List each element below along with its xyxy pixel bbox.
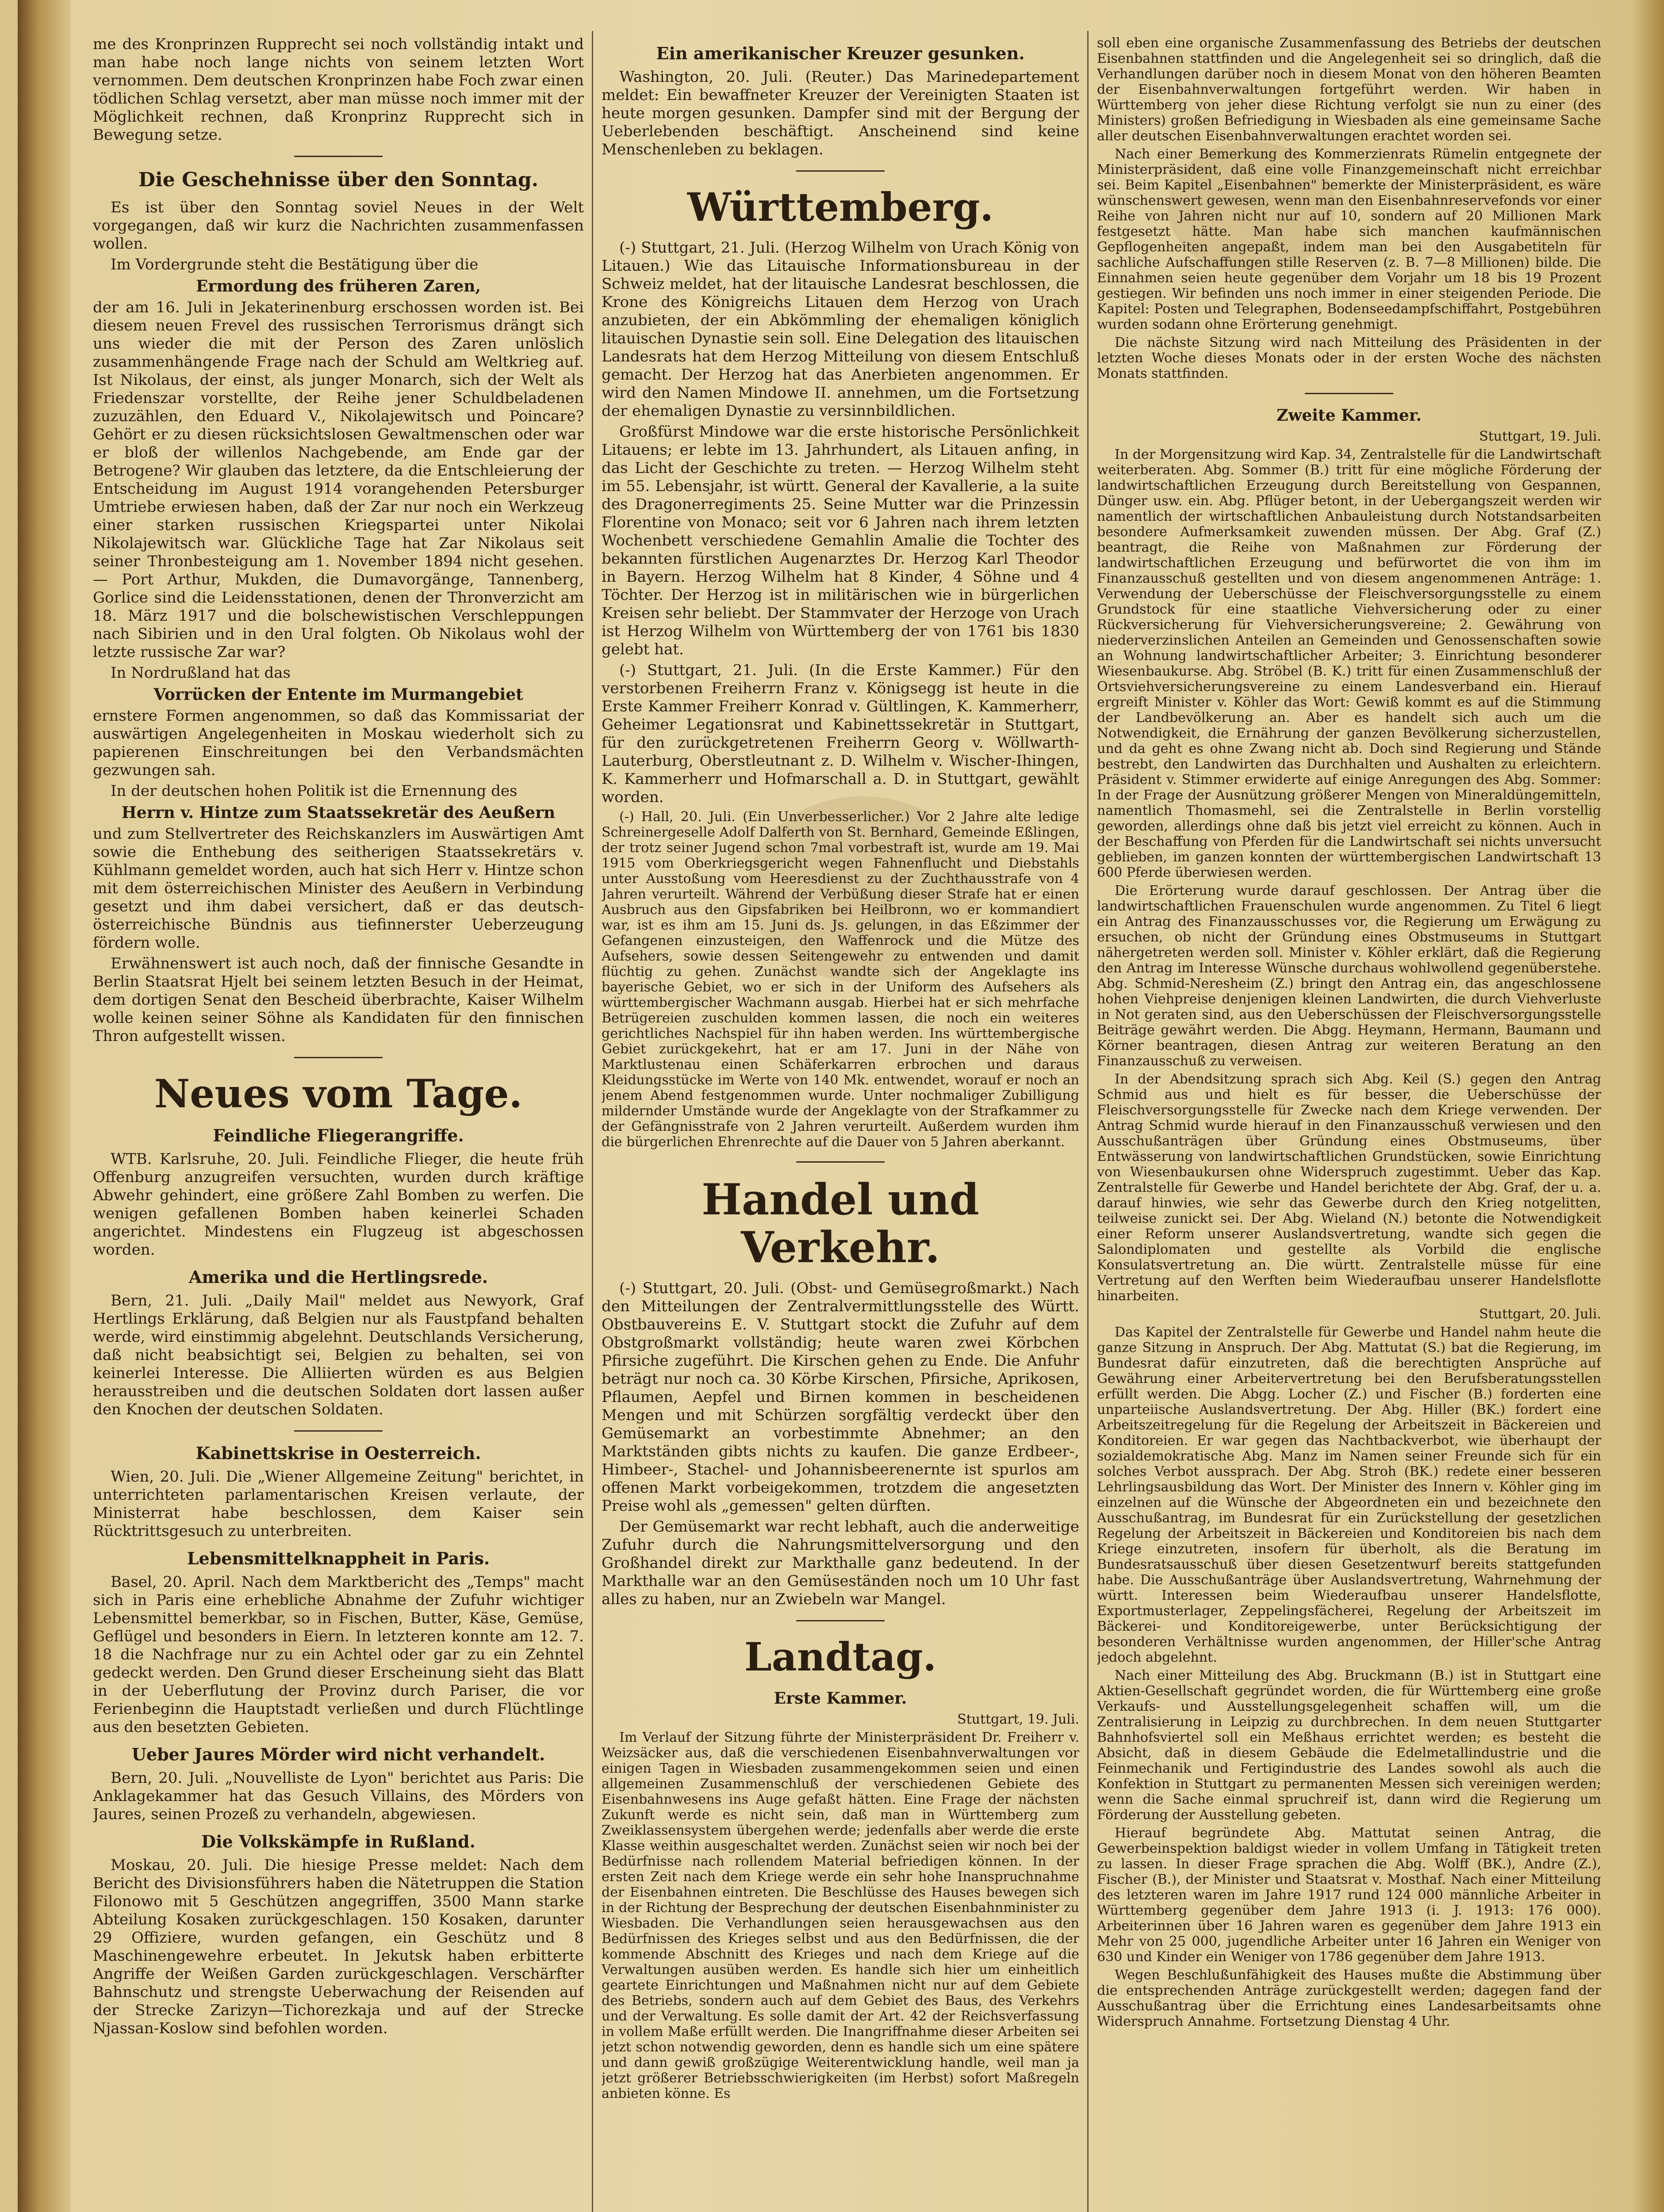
- sunday-p7: und zum Stellvertreter des Reichskanzlers im Auswärtigen Amt sowie die Enthebung des seitherigen Staatssekretärs v. Kühlmann gemeldet worden, auch hat sich Herr v. Hintze schon mit dem österreichischen Minister des Aeußern in Verbindung gesetzt und ihm dabei versichert, daß er das deutsch-österreichische Bündnis aus tiefinnerster Ueberzeugung fördern wolle.: [93, 825, 584, 952]
- landtag-sub: Erste Kammer.: [774, 1689, 907, 1708]
- separator: [796, 170, 885, 172]
- wuertt-p2: Großfürst Mindowe war die erste historische Persönlichkeit Litauens; er lebte im 13. Jahrhundert, als Litauen anfing, in das Licht der Geschichte zu treten. — Herzog Wilhelm steht im 55. Lebensjahr, ist württ. General der Kavallerie, a la suite des Dragonerregiments 25. Seine Mutter war die Prinzessin Florentine von Monaco; seit vor 6 Jahren nach ihrem letzten Wochenbett verschiedene Gemahlin Amalie die Tochter des bekannten fürstlichen Augenarztes Dr. Herzog Karl Theodor in Bayern. Herzog Wilhelm hat 8 Kinder, 4 Söhne und 4 Töchter. Der Herzog ist in militärischen wie in bürgerlichen Kreisen sehr beliebt. Der Stammvater der Herzoge von Urach ist Herzog Wilhelm von Württemberg der von 1761 bis 1830 gelebt hat.: [602, 423, 1079, 658]
- column-rule: [1087, 31, 1089, 2212]
- kreuzer-text: Washington, 20. Juli. (Reuter.) Das Marinedepartement meldet: Ein bewaffneter Kreuzer der Vereinigten Staaten ist heute morgen gesunken. Dampfer sind mit der Bergung der Ueberlebenden beschäftigt. Anscheinend sind keine Menschenleben zu beklagen.: [602, 68, 1079, 158]
- sunday-p2: Im Vordergrunde steht die Bestätigung über die: [111, 256, 479, 273]
- handel-headline: Handel und Verkehr.: [702, 1175, 979, 1272]
- landtag-headline: Landtag.: [744, 1634, 937, 1680]
- zweite-p1: In der Morgensitzung wird Kap. 34, Zentralstelle für die Landwirtschaft weiterberaten. Abg. Sommer (B.) tritt für eine mögliche Förderung der landwirtschaftlichen Erzeugung durch Bereitstellung von Gespannen, Dünger usw. ein. Abg. Pflüger betont, in der Uebergangszeit werden wir namentlich der wirtschaftlichen Anbauleistung durch Notstandsarbeiten besondere Aufmerksamkeit zuwenden müssen. Der Abg. Graf (Z.) beantragt, die Reihe von Maßnahmen zur Förderung der landwirtschaftlichen Erzeugung und befürwortet die von ihm im Finanzausschuß gestellten und von diesem angenommenen Anträge: 1. Verwendung der Ueberschüsse der Fleischversorgungsstelle zu einem Grundstock für eine staatliche Viehversicherung oder zu einer Rückversicherung für Viehversicherungsvereine; 2. Gewährung von niederverzinslichen Anteilen an Gemeinden und Genossenschaften sowie an Wohnung landwirtschaftlicher Arbeiter; 3. Einrichtung besonderer Wiesenbaukurse. Abg. Ströbel (B. K.) tritt für einen Zusammenschluß der Ortsviehversicherungsvereine zu einem Landesverband ein. Hierauf ergreift Minister v. Köhler das Wort: Gewiß kommt es auf die Stimmung der Landbevölkerung an. Aber es handelt sich auch um die Notwendigkeit, die Ernährung der ganzen Bevölkerung sicherzustellen, und da geht es ohne Zwang nicht ab. Doch sind Regierung und Stände bestrebt, den Landwirten das Durchhalten und Aushalten zu erleichtern. Präsident v. Stimmer erwiderte auf einige Anregungen des Abg. Sommer: In der Frage der Ausnützung größerer Mengen von Mineraldüngemitteln, namentlich Thomasmehl, sei die Zentralstelle in Berlin vorstellig geworden, allerdings ohne daß bis jetzt viel erreicht zu können. Auch in der Beschaffung von Pferden für die Landwirtschaft sei nichts unversucht geblieben, im ganzen konnten der württembergischen Landwirtschaft 13 600 Pferde überwiesen werden.: [1097, 447, 1601, 880]
- zweite-p3: In der Abendsitzung sprach sich Abg. Keil (S.) gegen den Antrag Schmid aus und hielt es für besser, die Ueberschüsse der Fleischversorgungsstelle für Zwecke nach dem Kriege verwenden. Der Antrag Schmid wurde hierauf in den Finanzausschuß verwiesen und den Ausschußanträgen über Gründung eines Obstmuseums, über Entwässerung von landwirtschaftlichen Grundstücken, sowie Einrichtung von Wiesenbaukursen ohne Widerspruch zugestimmt. Ueber das Kap. Zentralstelle für Gewerbe und Handel berichtete der Abg. Graf, der u. a. darauf hinwies, wie sehr das Gewerbe durch den Krieg notgelitten, teilweise zunickt sei. Der Abg. Wieland (N.) betonte die Notwendigkeit einer Reform unserer Auslandsvertretung, wandte sich gegen die Salondiplomaten und gestellte als Vorbild die englische Konsulatsvertretung an. Die württ. Zentralstelle müsse für eine Vertretung auf den Werften beim Wiederaufbau unserer Handelsflotte hinarbeiten.: [1097, 1071, 1601, 1304]
- column-rule: [592, 31, 593, 2212]
- page-right-edge: [1633, 0, 1664, 2212]
- sunday-p1: Es ist über den Sonntag soviel Neues in der Welt vorgegangen, daß wir kurz die Nachrichten zusammenfassen wollen.: [93, 199, 584, 253]
- column-3: [1097, 35, 1601, 2212]
- russland-headline: Die Volkskämpfe in Rußland.: [201, 1832, 475, 1851]
- separator: [294, 156, 383, 157]
- separator: [294, 1057, 383, 1058]
- sunday-p8: Erwähnenswert ist auch noch, daß der finnische Gesandte in Berlin Staatsrat Hjelt bei seinem letzten Besuch in der Heimat, dem dortigen Senat den Bescheid überbrachte, Kaiser Wilhelm wolle keinen seiner Söhne als Kandidaten für den finnischen Thron aufgestellt wissen.: [93, 955, 584, 1045]
- wuertt-headline: Württemberg.: [687, 184, 994, 230]
- sunday-sub: Ermordung des früheren Zaren,: [196, 277, 481, 296]
- amerika-text: Bern, 21. Juli. „Daily Mail" meldet aus Newyork, Graf Hertlings Erklärung, daß Belgien nur als Faustpfand behalten werde, wird einstimmig abgelehnt. Deutschlands Versicherung, daß nicht beabsichtigt sei, Belgien zu behalten, sei von keinerlei Interesse. Die Alliierten würden es aus Belgien herausstreiben und die deutschen Soldaten dort lassen außer den Knochen der deutschen Soldaten.: [93, 1292, 584, 1418]
- column-2: [602, 35, 1079, 2212]
- sunday-p5: ernstere Formen angenommen, so daß das Kommissariat der auswärtigen Angelegenheiten in Moskau wiederholt sich zu papierenen Einschreitungen bei den Verbandsmächten gezwungen sah.: [93, 707, 584, 779]
- sunday-sub3: Herrn v. Hintze zum Staatssekretär des Aeußern: [121, 803, 556, 822]
- wuertt-p4: (-) Hall, 20. Juli. (Ein Unverbesserlicher.) Vor 2 Jahre alte ledige Schreinergeselle Adolf Dalferth von St. Bernhard, Gemeinde Eßlingen, der trotz seiner Jugend schon 7mal vorbestraft ist, wurde am 19. Mai 1915 vom Oberkriegsgericht wegen Fahnenflucht und Diebstahls unter Ausstoßung vom Heeresdienst zu der Zuchthausstrafe von 4 Jahren verurteilt. Während der Verbüßung dieser Strafe hat er einen Ausbruch aus den Gipsfabriken bei Heilbronn, wo er kommandiert war, ist es ihm am 15. Juni ds. Js. gelungen, in das Eßzimmer der Gefangenen einzusteigen, den Waffenrock und die Mütze des Aufsehers, sowie dessen Seitengewehr zu entwenden und damit flüchtig zu gehen. Zunächst wandte sich der Angeklagte ins bayerische Gebiet, wo er sich in der Uniform des Aufsehers als württembergischer Wachmann ausgab. Hierbei hat er sich mehrfache Betrügereien zuschulden kommen lassen, die noch ein weiteres gerichtliches Nachspiel für ihn haben werden. Ins württembergische Gebiet zurückgekehrt, hat er am 17. Juni in der Nähe von Marktlustenau einen Schäferkarren erbrochen und daraus Kleidungsstücke im Werte von 140 Mk. entwendet, worauf er noch an jenem Abend festgenommen wurde. Unter nochmaliger Zubilligung mildernder Umstände wurde der Angeklagte von der Strafkammer zu der Gefängnisstrafe von 2 Jahren verurteilt. Außerdem wurden ihm die bürgerlichen Ehrenrechte auf die Dauer von 5 Jahren aberkannt.: [602, 809, 1079, 1150]
- paris-headline: Lebensmittelknappheit in Paris.: [187, 1548, 490, 1568]
- wuertt-p3: (-) Stuttgart, 21. Juli. (In die Erste Kammer.) Für den verstorbenen Freiherrn Franz v. Königsegg ist heute in die Erste Kammer Freiherr Konrad v. Gültlingen, K. Kammerherr, Geheimer Legationsrat und Kabinettssekretär in Stuttgart, für den zurückgetretenen Freiherrn Georg v. Wöllwarth-Lauterburg, Oberstleutnant z. D. Wilhelm v. Wischer-Ihingen, K. Kammerherr und Hofmarschall a. D. in Stuttgart, gewählt worden.: [602, 661, 1079, 806]
- handel-p2: Der Gemüsemarkt war recht lebhaft, auch die anderweitige Zufuhr durch die Nahrungsmittelversorgung und den Großhandel direkt zur Markthalle ganz bedeutend. In der Markthalle war an den Gemüseständen noch um 10 Uhr fast alles zu haben, nur an Zwiebeln war Mangel.: [602, 1518, 1079, 1608]
- oest-headline: Kabinettskrise in Oesterreich.: [196, 1443, 481, 1463]
- neues-headline: Neues vom Tage.: [154, 1071, 523, 1117]
- jaures-text: Bern, 20. Juli. „Nouvelliste de Lyon" berichtet aus Paris: Die Anklagekammer hat das Gesuch Villains, des Mörders von Jaures, seinen Prozeß zu verhandeln, abgewiesen.: [93, 1769, 584, 1823]
- col3-p1: soll eben eine organische Zusammenfassung des Betriebs der deutschen Eisenbahnen stattfinden und die Angelegenheit sei so dringlich, daß die Verhandlungen darüber noch in diesem Monat von den höheren Beamten der Eisenbahnverwaltungen fortgeführt werden. Wir haben in Württemberg von jeher diese Richtung verfolgt sie nun zu einer (des Ministers) großen Befriedigung in Wiesbaden als eine gemeinsame Sache aller deutschen Eisenbahnverwaltungen erachtet worden sei.: [1097, 35, 1601, 144]
- stuttgart20-p1: Das Kapitel der Zentralstelle für Gewerbe und Handel nahm heute die ganze Sitzung in Anspruch. Der Abg. Mattutat (S.) bat die Regierung, im Bundesrat dafür einzutreten, daß die berechtigten Ansprüche auf Gewährung einer Arbeitervertretung bei den Berufsberatungsstellen erfüllt werden. Die Abgg. Locher (Z.) und Fischer (B.) forderten eine unparteiische Auslandsvertretung. Der Abg. Hiller (BK.) fordert eine Arbeitszeitregelung für die Regelung der Arbeitszeit in Bäckereien und Konditoreien. Er war gegen das Nachtbackverbot, wie überhaupt der sozialdemokratische Abg. Manz im Namen seiner Freunde sich für ein solches Verbot aussprach. Der Abg. Stroh (BK.) redete einer besseren Lehrlingsausbildung das Wort. Der Minister des Innern v. Köhler ging im einzelnen auf die Wünsche der Abgeordneten ein und bezeichnete den Ausschußantrag, im Bundesrat für ein Zurückstellung der gesetzlichen Regelung der Arbeitszeit in Bäckereien und Konditoreien bis nach dem Kriege einzutreten, insofern für überholt, als die Beratung im Bundesratsausschuß über diesen Gesetzentwurf bereits stattgefunden habe. Die Ausschußanträge über Auslandsvertretung, Wahrnehmung der württ. Interessen beim Wiederaufbau unserer Handelsflotte, Exportmusterlager, Zeppelingsfächerei, Regelung der Arbeitszeit im Bäckerei- und Konditoreigewerbe, unter Berücksichtigung der besonderen Verhältnisse wurden angenommen, der Hiller'sche Antrag jedoch abgelehnt.: [1097, 1325, 1601, 1665]
- separator: [294, 1430, 383, 1432]
- paris-text: Basel, 20. April. Nach dem Marktbericht des „Temps" macht sich in Paris eine erhebliche Abnahme der Zufuhr wichtiger Lebensmittel bemerkbar, so in Fischen, Butter, Käse, Gemüse, Geflügel und besonders in Eiern. In letzteren konnte am 12. 7. 18 die Nachfrage nur zu ein Achtel oder gar zu ein Zehntel gedeckt werden. Den Grund dieser Erscheinung sieht das Blatt in der Ueberflutung der Provinz durch Pariser, die vor Ferienbeginn die Hauptstadt verließen und durch Flüchtlinge aus den besetzten Gebieten.: [93, 1573, 584, 1736]
- landtag-small: [602, 1712, 1079, 2101]
- col3-p2: Nach einer Bemerkung des Kommerzienrats Rümelin entgegnete der Ministerpräsident, daß eine volle Finanzgemeinschaft nicht erreichbar sei. Beim Kapitel „Eisenbahnen" bemerkte der Ministerpräsident, es wäre wünschenswert gewesen, wenn man den Eisenbahnreservefonds vor einer Reihe von Jahren nicht nur auf 10, sondern auf 20 Millionen Mark festgesetzt hätte. Man habe sich manchen kaufmännischen Gepflogenheiten angepaßt, indem man bei den Ausgabetiteln für sachliche Aufschaffungen stille Reserven (z. B. 7—8 Millionen) bilde. Die Einnahmen seien heute gegenüber dem Vorjahr um 18 bis 19 Prozent gestiegen. Wir befinden uns noch immer in einer steigenden Periode. Die Kapitel: Posten und Telegraphen, Bodenseedampfschiffahrt, Postgebühren wurden sodann ohne Erörterung genehmigt.: [1097, 146, 1601, 332]
- column-1: [93, 35, 584, 2212]
- handel-p1: (-) Stuttgart, 20. Juli. (Obst- und Gemüsegroßmarkt.) Nach den Mitteilungen der Zentralvermittlungsstelle des Württ. Obstbauvereins E. V. Stuttgart stockt die Zufuhr auf dem Obstgroßmarkt vollständig; heute waren zwei Körbchen Pfirsiche zugeführt. Die Kirschen gehen zu Ende. Die Anfuhr beträgt nur noch ca. 30 Körbe Kirschen, Pfirsiche, Aprikosen, Pflaumen, Aepfel und Birnen kommen in bescheidenen Mengen und mit Schürzen sorgfältig verdeckt über den Gemüsemarkt an vorbestimmte Abnehmer; an den Marktständen gibts nichts zu kaufen. Die ganze Erdbeer-, Himbeer-, Stachel- und Johannisbeerenernte ist spurlos am offenen Markt vorbeigekommen, trotzdem die angesetzten Preise wohl als „gemessen" gelten dürften.: [602, 1279, 1079, 1515]
- sunday-p4: In Nordrußland hat das: [111, 664, 291, 682]
- zweite-dateline: Stuttgart, 19. Juli.: [1479, 429, 1601, 444]
- landtag-p1: Im Verlauf der Sitzung führte der Ministerpräsident Dr. Freiherr v. Weizsäcker aus, daß die verschiedenen Eisenbahnverwaltungen vor einigen Tagen in Wiesbaden zusammengekommen seien und einen allgemeinen Zusammenschluß der verschiedenen Gebiete des Eisenbahnwesens ins Auge gefaßt hätten. Eine Frage der nächsten Zukunft werde es nicht sein, daß man in Württemberg zum Zweiklassensystem übergehen werde; jedenfalls aber werde die erste Klasse weithin ausgeschaltet werden. Zunächst seien wir noch bei der Bedürfnisse nach rollendem Material befriedigen können. In der ersten Zeit nach dem Kriege werde ein sehr hohe Inanspruchnahme der Eisenbahnen eintreten. Die Beschlüsse des Hauses bewegen sich in der Richtung der Besprechung der deutschen Eisenbahnminister zu Wiesbaden. Die Verhandlungen seien herausgewachsen aus den Bedürfnissen des Krieges selbst und aus den Bedürfnissen, die der kommende Abschnitt des Krieges und nach dem Kriege auf die Verwaltungen ausüben werden. Es handle sich hier um einheitlich geartete Einrichtungen und Maßnahmen nicht nur auf dem Gebiete des Betriebs, sondern auch auf dem Gebiet des Baus, des Verkehrs und der Verwaltung. Es solle damit der Art. 42 der Reichsverfassung in vollem Maße erfüllt werden. Die Inangriffnahme dieser Arbeiten sei jetzt schon notwendig geworden, denn es handle sich um eine spätere und dann gewiß großzügige Weiterentwicklung handle, weil man ja jetzt größerer Betriebsschwierigkeiten (im Herbst) sofort Maßregeln anbieten könne. Es: [602, 1730, 1079, 2101]
- sunday-sub2: Vorrücken der Entente im Murmangebiet: [153, 685, 523, 704]
- stuttgart20-p2: Nach einer Mitteilung des Abg. Bruckmann (B.) ist in Stuttgart eine Aktien-Gesellschaft gegründet worden, die für Württemberg eine große Verkaufs- und Ausstellungsgelegenheit schaffen will, um die Zentralisierung in Leipzig zu durchbrechen. In dem neuen Stuttgarter Bahnhofsviertel soll ein Meßhaus errichtet werden; es besteht die Absicht, daß in diesem Gebäude die Edelmetallindustrie und die Feinmechanik und Fertigindustrie des Landes sowohl als auch die Konfektion in Stuttgart zu permanenten Messen sich vereinigen werden; wenn die Sache einmal spruchreif ist, dann wird die Regierung um Förderung der Ausstellung gebeten.: [1097, 1668, 1601, 1823]
- separator: [796, 1620, 885, 1621]
- separator: [1305, 393, 1393, 394]
- zweite-p2: Die Erörterung wurde darauf geschlossen. Der Antrag über die landwirtschaftlichen Frauenschulen wurde angenommen. Zu Titel 6 liegt ein Antrag des Finanzausschusses vor, die Regierung um Erwägung zu ersuchen, ob nicht der Gründung eines Obstmuseums in Stuttgart nähergetreten werden soll. Minister v. Köhler erklärt, daß die Regierung den Antrag im Interesse Wünsche durchaus wohlwollend gegenüberstehe. Abg. Schmid-Neresheim (Z.) bringt den Antrag ein, das angeschlossene hohen Viehpreise denjenigen kleinen Landwirten, die durch Viehverluste in Not geraten sind, aus den Ueberschüssen der Fleischversorgungsstelle Beiträge gewährt werden. Die Abgg. Heymann, Hermann, Baumann und Körner beantragen, diesen Antrag zur weiteren Beratung an den Finanzausschuß zu verweisen.: [1097, 883, 1601, 1069]
- sunday-p3: der am 16. Juli in Jekaterinenburg erschossen worden ist. Bei diesem neuen Frevel des russischen Terrorismus drängt sich uns wieder die mit der Person des Zaren unlöslich zusammenhängende Frage nach der Schuld am Weltkrieg auf. Ist Nikolaus, der einst, als junger Monarch, sich der Welt als Friedenszar vorstellte, der Reihe jener Schuldbeladenen zuzuzählen, den Eduard V., Nikolajewitsch und Poincare? Gehört er zu diesen rücksichtslosen Gewaltmenschen oder war er bloß der willenlos Nachgebende, am Ende gar der Betrogene? Wir glauben das letztere, da die Entschleierung der Entscheidung im August 1914 vorangehenden Petersburger Umtriebe erwiesen haben, daß der Zar nur noch ein Werkzeug einer starken russischen Kriegspartei unter Nikolai Nikolajewitsch war. Glückliche Tage hat Zar Nikolaus seit seiner Thronbesteigung am 1. November 1894 nicht gesehen. — Port Arthur, Mukden, die Dumavorgänge, Tannenberg, Gorlice sind die Leidensstationen, denen der Thronverzicht am 18. März 1917 und die bolschewistischen Verschleppungen nach Sibirien und in den Ural folgten. Ob Nikolaus wohl der letzte russische Zar war?: [93, 299, 584, 661]
- air-headline: Feindliche Fliegerangriffe.: [213, 1125, 464, 1145]
- jaures-headline: Ueber Jaures Mörder wird nicht verhandelt.: [131, 1744, 545, 1764]
- sunday-p6: In der deutschen hohen Politik ist die Ernennung des: [111, 782, 518, 800]
- stuttgart20-dateline: Stuttgart, 20. Juli.: [1479, 1306, 1601, 1322]
- newspaper-page: [18, 0, 1664, 2212]
- russland-text: Moskau, 20. Juli. Die hiesige Presse meldet: Nach dem Bericht des Divisionsführers haben die Nätetruppen die Station Filonowo mit 5 Geschützen angegriffen, 3500 Mann starke Abteilung Kosaken zurückgeschlagen. 150 Kosaken, darunter 29 Offiziere, wurden gefangen, ein Geschütz und 8 Maschinengewehre erbeutet. In Jekutsk haben erbitterte Angriffe der Weißen Garden zurückgeschlagen. Verschärfter Bahnschutz und strengste Ueberwachung der Reisenden auf der Strecke Zarizyn—Tichorezkaja und auf der Strecke Njassan-Koslow sind befohlen worden.: [93, 1856, 584, 2037]
- col3-p3: Die nächste Sitzung wird nach Mitteilung des Präsidenten in der letzten Woche dieses Monats oder in der ersten Woche des nächsten Monats stattfinden.: [1097, 335, 1601, 381]
- intro-text: me des Kronprinzen Rupprecht sei noch vollständig intakt und man habe noch lange nichts von seinem letzten Wort vernommen. Dem deutschen Kronprinzen habe Foch zwar einen tödlichen Schlag versetzt, aber man müsse noch immer mit der Möglichkeit rechnen, daß Kronprinz Rupprecht sich in Bewegung setze.: [93, 35, 584, 144]
- landtag-dateline: Stuttgart, 19. Juli.: [957, 1712, 1079, 1727]
- air-text: WTB. Karlsruhe, 20. Juli. Feindliche Flieger, die heute früh Offenburg anzugreifen versuchten, wurden durch kräftige Abwehr gehindert, eine größere Zahl Bomben zu werfen. Die wenigen gefallenen Bomben haben keinerlei Schaden angerichtet. Mindestens ein Flugzeug ist abgeschossen worden.: [93, 1150, 584, 1259]
- separator: [796, 1161, 885, 1163]
- stuttgart20-p3: Hierauf begründete Abg. Mattutat seinen Antrag, die Gewerbeinspektion baldigst wieder in vollem Umfang in Tätigkeit treten zu lassen. In dieser Frage sprachen die Abg. Wolff (BK.), Andre (Z.), Fischer (B.), der Minister und Staatsrat v. Mosthaf. Nach einer Mitteilung des letzteren waren im Jahre 1917 rund 124 000 männliche Arbeiter in Württemberg gegenüber dem Jahre 1913 (i. J. 1913: 176 000). Arbeiterinnen über 16 Jahren waren es gegenüber dem Jahre 1913 ein Mehr von 25 000, jugendliche Arbeiter unter 16 Jahren ein Weniger von 630 und Kinder ein Weniger von 1786 gegenüber dem Jahre 1913.: [1097, 1825, 1601, 1965]
- oest-text: Wien, 20. Juli. Die „Wiener Allgemeine Zeitung" berichtet, in unterrichteten parlamentarischen Kreisen verlaute, der Ministerrat habe beschlossen, dem Kaiser sein Rücktrittsgesuch zu unterbreiten.: [93, 1468, 584, 1540]
- page-binding-edge: [18, 0, 71, 2212]
- wuertt-p1: (-) Stuttgart, 21. Juli. (Herzog Wilhelm von Urach König von Litauen.) Wie das Litauische Informationsbureau in der Schweiz meldet, hat der litauische Landesrat beschlossen, die Krone des Königreichs Litauen dem Herzog von Urach anzubieten, der ein Abkömmling der ehemaligen königlich litauischen Dynastie sein soll. Eine Delegation des litauischen Landesrats hat dem Herzog Mitteilung von diesem Entschluß gemacht. Der Herzog hat das Anerbieten angenommen. Er wird den Namen Mindowe II. annehmen, um die Fortsetzung der ehemaligen Dynastie zu versinnbildlichen.: [602, 239, 1079, 420]
- zweite-headline: Zweite Kammer.: [1277, 406, 1422, 425]
- stuttgart20-p4: Wegen Beschlußunfähigkeit des Hauses mußte die Abstimmung über die entsprechenden Anträge zurückgestellt werden; dagegen fand der Ausschußantrag über die Errichtung eines Landesarbeitsamts ohne Widerspruch Annahme. Fortsetzung Dienstag 4 Uhr.: [1097, 1967, 1601, 2029]
- wuertt-small: [602, 809, 1079, 1150]
- kreuzer-headline: Ein amerikanischer Kreuzer gesunken.: [656, 43, 1025, 63]
- sunday-headline: Die Geschehnisse über den Sonntag.: [138, 169, 539, 191]
- amerika-headline: Amerika und die Hertlingsrede.: [188, 1267, 488, 1287]
